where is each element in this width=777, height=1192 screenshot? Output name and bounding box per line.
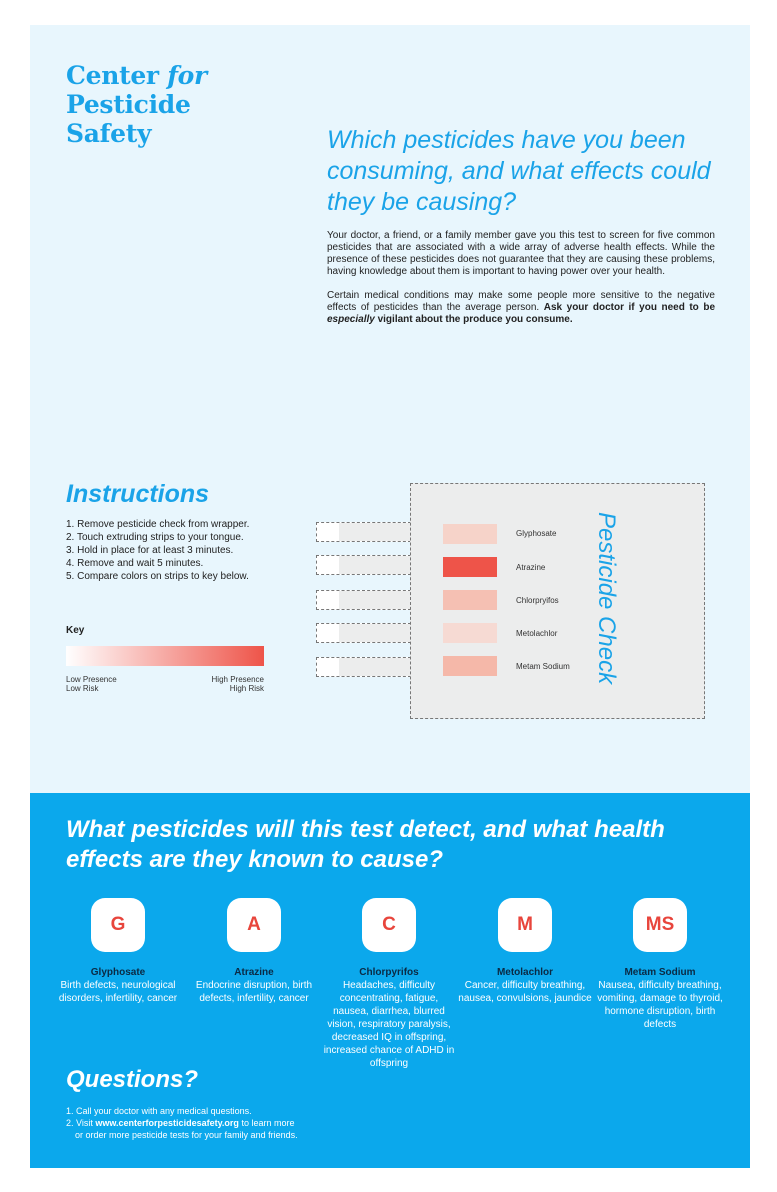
swatch-glyphosate — [443, 524, 497, 544]
intro-paragraph-1: Your doctor, a friend, or a family member gave you this test to screen for five common pesticides that are associated with a wide array of adverse health effects. While the presence of these pesticides does not guarantee that they are causing these problems, having knowledge about them is important to having power over your health. — [327, 230, 715, 277]
detection-panel — [30, 793, 750, 1168]
swatch-chlorpryifos — [443, 590, 497, 610]
pesticide-name: Metam Sodium — [624, 967, 696, 978]
instruction-step: 3. Hold in place for at least 3 minutes. — [66, 545, 234, 556]
key-low-label — [66, 675, 117, 693]
questions-list — [66, 1105, 298, 1141]
key-low-presence: Low Presence — [66, 675, 117, 684]
logo — [66, 61, 207, 148]
swatch-metam-sodium — [443, 656, 497, 676]
pesticide-name: Glyphosate — [90, 967, 146, 978]
key-high-label — [206, 675, 264, 693]
pesticide-name: Metolachlor — [496, 967, 554, 978]
pesticide-effects: Nausea, difficulty breathing, vomiting, damage to thyroid, hormone disruption, birth defects — [597, 980, 723, 1030]
detection-title: What pesticides will this test detect, and what health effects are they known to cause? — [66, 816, 665, 873]
swatch-label-chlorpryifos: Chlorpryifos — [516, 596, 559, 605]
instructions-steps — [66, 518, 249, 583]
questions-title: Questions? — [66, 1066, 199, 1093]
key-gradient-bar — [66, 646, 264, 666]
badge-glyphosate: G — [91, 898, 145, 952]
instruction-step: 4. Remove and wait 5 minutes. — [66, 558, 204, 569]
instructions-panel — [30, 410, 750, 793]
questions-item2-suffix: to learn more — [241, 1118, 295, 1128]
instruction-step: 1. Remove pesticide check from wrapper. — [66, 519, 250, 530]
instructions-title: Instructions — [66, 480, 210, 508]
logo-word-center: Center — [66, 61, 159, 90]
test-strip-tab — [316, 623, 411, 643]
intro-p2-bold-a: Ask your doctor if you need to be — [543, 302, 716, 313]
pesticide-name: Chlorpyrifos — [359, 967, 419, 978]
website-link[interactable]: www.centerforpesticidesafety.org — [95, 1118, 239, 1128]
questions-item-2-cont: or order more pesticide tests for your family and friends. — [75, 1130, 298, 1140]
key-label: Key — [66, 625, 85, 636]
test-strip-tab — [316, 522, 411, 542]
questions-item-1: 1. Call your doctor with any medical questions. — [66, 1106, 252, 1116]
pesticide-name: Atrazine — [234, 967, 274, 978]
key-low-risk: Low Risk — [66, 684, 99, 693]
instruction-step: 2. Touch extruding strips to your tongue. — [66, 532, 244, 543]
swatch-atrazine — [443, 557, 497, 577]
intro-text — [327, 230, 715, 338]
instruction-step: 5. Compare colors on strips to key below. — [66, 571, 249, 582]
pesticide-effects: Cancer, difficulty breathing, nausea, convulsions, jaundice — [458, 980, 592, 1004]
pesticide-effects: Birth defects, neurological disorders, infertility, cancer — [58, 980, 178, 1004]
swatch-metolachlor — [443, 623, 497, 643]
pesticide-effects: Headaches, difficulty concentrating, fatigue, nausea, diarrhea, blurred vision, respiratory paralysis, decreased IQ in offspring, increased chance of ADHD in offspring — [323, 980, 455, 1069]
test-strip-tab — [316, 657, 411, 677]
badge-chlorpyrifos: C — [362, 898, 416, 952]
intro-paragraph-2 — [327, 290, 715, 326]
intro-p2-emphasis: especially — [327, 314, 375, 325]
pesticide-effects: Endocrine disruption, birth defects, infertility, cancer — [195, 980, 313, 1004]
badge-atrazine: A — [227, 898, 281, 952]
pesticide-check-title: Pesticide Check — [593, 512, 620, 685]
intro-p2-text: Certain medical conditions may make some people more sensitive to the negative effects of pesticides than the average person. — [327, 290, 715, 313]
intro-headline: Which pesticides have you been consuming, and what effects could they be causing? — [327, 126, 711, 216]
swatch-label-atrazine: Atrazine — [516, 563, 546, 572]
swatch-label-glyphosate: Glyphosate — [516, 529, 557, 538]
swatch-label-metam-sodium: Metam Sodium — [516, 662, 570, 671]
logo-word-safety: Safety — [66, 119, 152, 148]
test-strip-tab — [316, 590, 411, 610]
swatch-label-metolachlor: Metolachlor — [516, 629, 558, 638]
intro-p2-bold-b: vigilant about the produce you consume. — [377, 314, 573, 325]
badge-metam-sodium: MS — [633, 898, 687, 952]
intro-panel — [30, 25, 750, 410]
key-high-presence: High Presence — [211, 675, 264, 684]
logo-word-pesticide: Pesticide — [66, 90, 191, 119]
questions-item-2 — [66, 1117, 298, 1129]
logo-word-for: for — [167, 61, 207, 90]
badge-metolachlor: M — [498, 898, 552, 952]
test-strip-tab — [316, 555, 411, 575]
questions-item2-prefix: 2. Visit — [66, 1118, 93, 1128]
key-high-risk: High Risk — [229, 684, 264, 693]
